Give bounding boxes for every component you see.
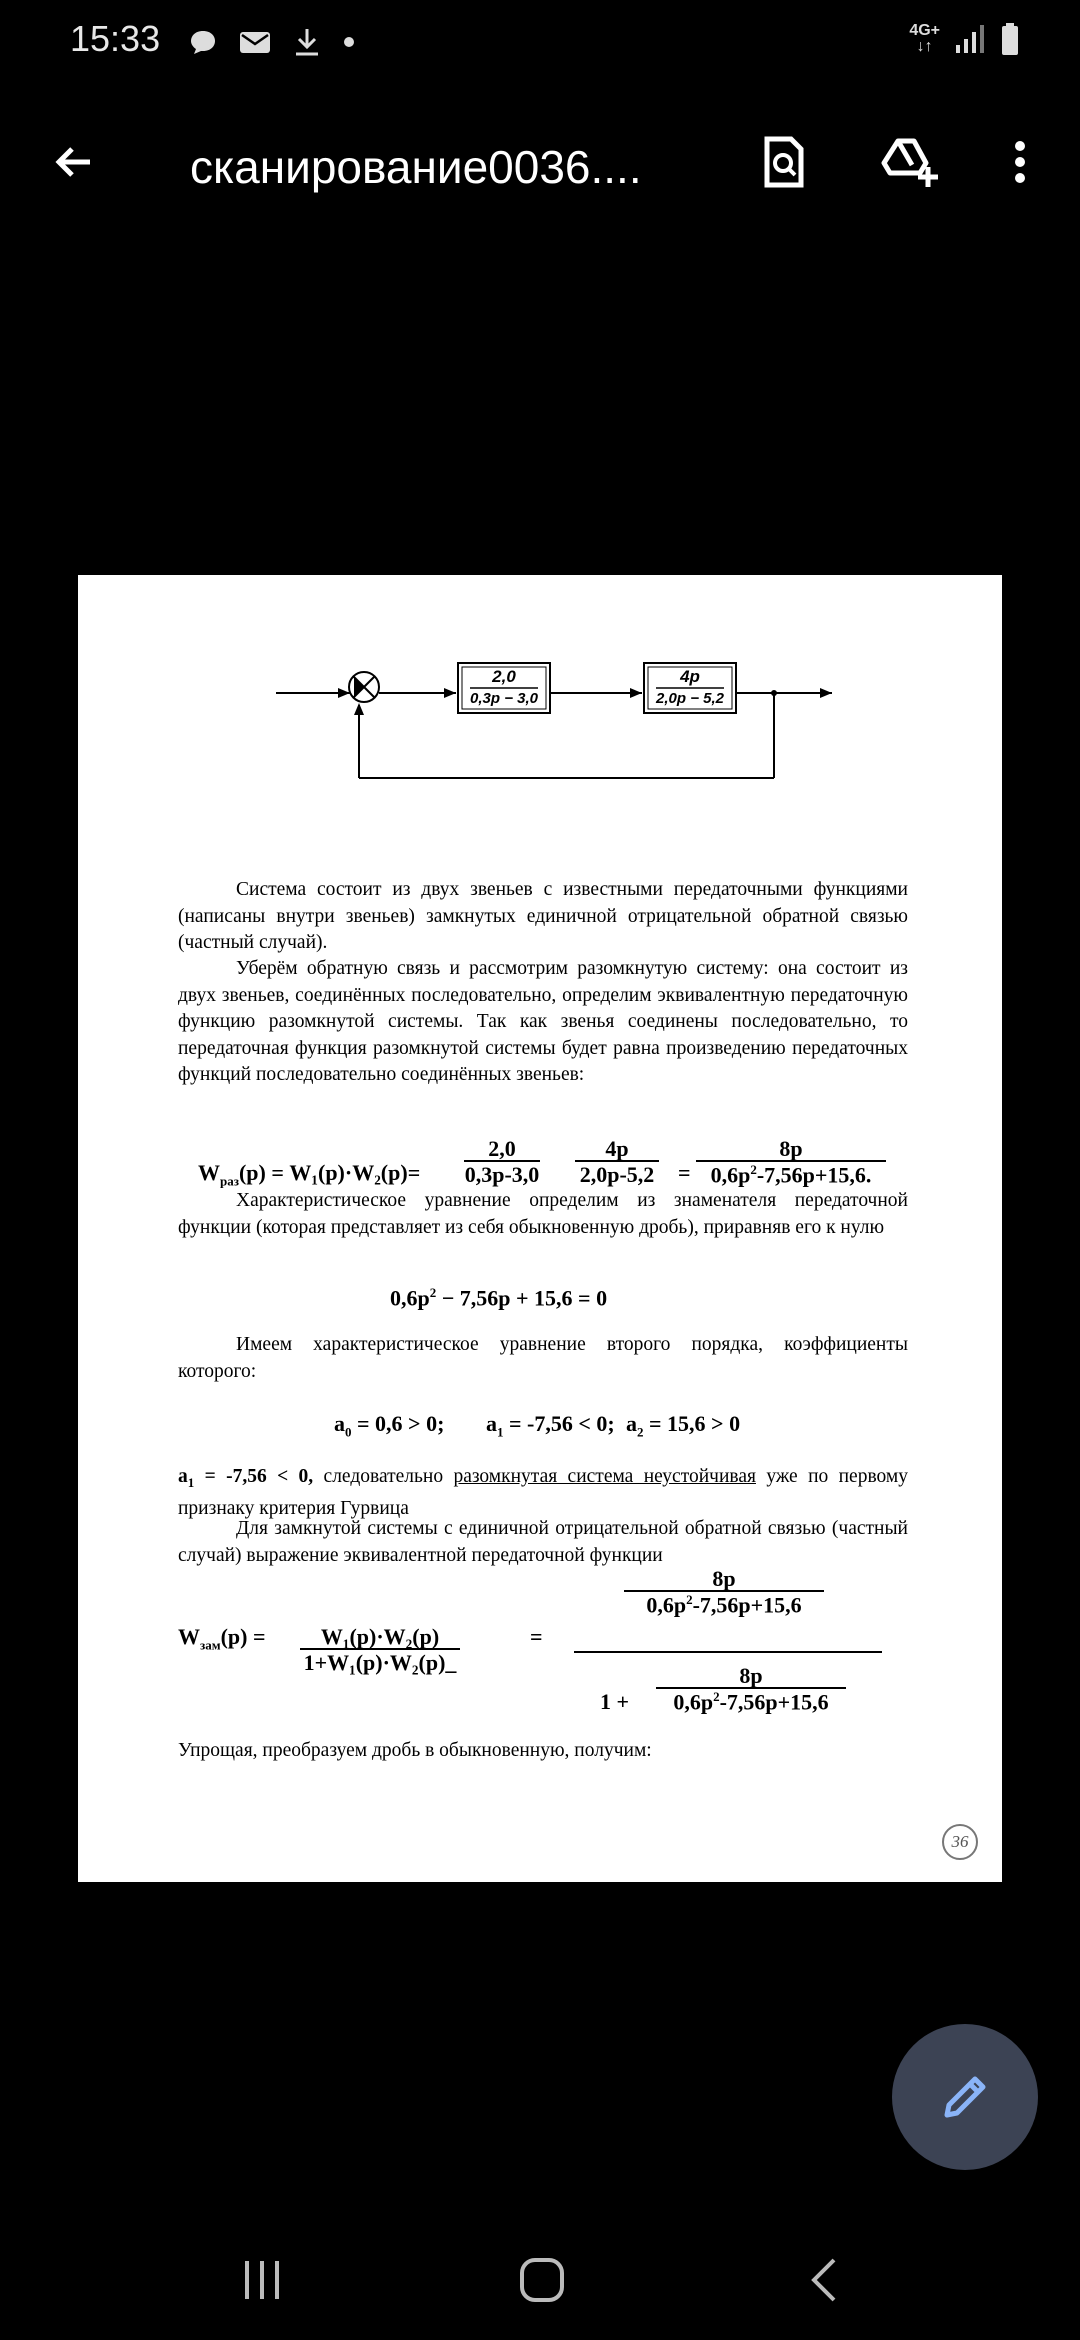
paragraph-open-loop: Уберём обратную связь и рассмотрим разомкнутую систему: она состоит из двух звеньев, соединённых последовательно, определим эквивалентную передаточную функцию разомкнутой системы. Так как звенья соединены последовательно, то передаточная функция разомкнутой системы будет равна произведению передаточных функций последовательно соединённых звеньев: — [178, 958, 908, 1085]
fraction-2-denominator: 2,0p-5,2 — [575, 1160, 659, 1188]
closed-loop-numerator: W₁(p)·W₂(p) — [320, 1624, 440, 1649]
page-number: 36 — [942, 1824, 978, 1860]
main-fraction-bar — [574, 1651, 882, 1653]
coefficient-a0: $a_0 = 0,6 > 0$; — [334, 1411, 445, 1440]
app-bar — [0, 110, 1080, 210]
recent-apps-icon — [239, 2257, 285, 2303]
coefficient-a1: $a_1 = -7,56 < 0$; — [486, 1411, 615, 1440]
block-1-numerator: 2,0 — [492, 667, 516, 686]
paragraph-closed-loop: Для замкнутой системы с единичной отрицательной обратной связью (частный случай) выражение эквивалентной передаточной функции — [178, 1518, 908, 1566]
back-arrow-icon — [50, 138, 98, 186]
add-to-drive-icon — [880, 135, 940, 189]
search-in-document-button[interactable] — [752, 130, 816, 194]
status-bar — [0, 0, 1080, 80]
navigation-bar — [0, 2230, 1080, 2340]
signal-icon — [954, 23, 986, 55]
fraction-2-numerator: 4p — [605, 1136, 629, 1161]
paragraph-system-description: Система состоит из двух звеньев с известными передаточными функциями (написаны внутри звеньев) замкнутых единичной отрицательной обратной связью (частный случай). — [178, 879, 908, 953]
recent-apps-button[interactable] — [222, 2250, 302, 2310]
document-page[interactable] — [78, 575, 1002, 1882]
fraction-3-denominator: $0,6p^2-7,56p+15,6$. — [696, 1160, 886, 1188]
paragraph-simplify: Упрощая, преобразуем дробь в обыкновенную, получим: — [178, 1740, 652, 1761]
equals-sign: = — [678, 1160, 691, 1185]
characteristic-equation: $0,6p^2 - 7,56p + 15,6 = 0$ — [390, 1285, 608, 1311]
block-2-numerator: 4p — [680, 667, 700, 686]
equation-open-loop-lhs: $W_{раз}(p) = W_1(p)\cdot W_2(p)=$ — [198, 1160, 421, 1189]
battery-icon — [1000, 22, 1020, 56]
home-button[interactable] — [502, 2250, 582, 2310]
search-document-icon — [759, 135, 809, 189]
add-to-drive-button[interactable] — [878, 130, 942, 194]
fraction-3-numerator: 8p — [779, 1136, 803, 1161]
paragraph-second-order: Имеем характеристическое уравнение второго порядка, коэффициенты которого: — [178, 1334, 908, 1382]
home-icon — [517, 2255, 567, 2305]
paragraph-characteristic-equation: Характеристическое уравнение определим из знаменателя передаточной функции (которая представляет из себя обыкновенную дробь), приравняв его к нулю — [178, 1190, 908, 1238]
document-title: сканирование0036.... — [190, 141, 642, 193]
block-2-denominator: 2,0p − 5,2 — [656, 690, 724, 707]
bottom-fraction-numerator: 8p — [739, 1663, 763, 1688]
mail-icon — [238, 28, 272, 56]
edit-pencil-icon — [937, 2069, 993, 2125]
back-icon — [804, 2255, 844, 2305]
paragraph-hurwitz-conclusion: $a_1 = -7,56 < 0$, следовательно разомкнутая система неустойчивая уже по первому признаку критерия Гурвица — [178, 1466, 908, 1520]
fraction-1-denominator: 0,3p-3,0 — [464, 1162, 540, 1187]
closed-loop-equals: = — [530, 1624, 543, 1649]
edit-fab-button[interactable] — [892, 2024, 1038, 2170]
network-type: 4G+ ↓↑ — [909, 22, 940, 55]
top-fraction-numerator: 8p — [712, 1566, 736, 1591]
block-1-denominator: 0,3p − 3,0 — [470, 690, 538, 707]
equation-closed-loop-lhs: $W_{зам}(p)$ = — [178, 1624, 266, 1653]
bottom-fraction-denominator: $0,6p^2-7,56p+15,6$ — [656, 1687, 846, 1715]
back-button[interactable] — [42, 130, 106, 194]
dot-icon — [342, 35, 356, 49]
notification-icons — [188, 22, 356, 62]
more-vert-icon — [1012, 138, 1028, 186]
top-fraction-denominator: $0,6p^2-7,56p+15,6$ — [624, 1590, 824, 1618]
bottom-one-plus: 1 + — [600, 1689, 630, 1714]
system-icons — [909, 22, 1020, 56]
download-icon — [292, 26, 322, 58]
fraction-1-numerator: 2,0 — [488, 1136, 516, 1161]
back-nav-button[interactable] — [784, 2250, 864, 2310]
unstable-system-underlined: разомкнутая система неустойчивая — [453, 1466, 756, 1487]
coefficient-a2: $a_2 = 15,6 > 0$ — [626, 1411, 741, 1440]
more-options-button[interactable] — [988, 130, 1052, 194]
chat-icon — [188, 27, 218, 57]
closed-loop-denominator: 1+W₁(p)·W₂(p)_ — [300, 1648, 460, 1676]
clock: 15:33 — [70, 18, 161, 59]
